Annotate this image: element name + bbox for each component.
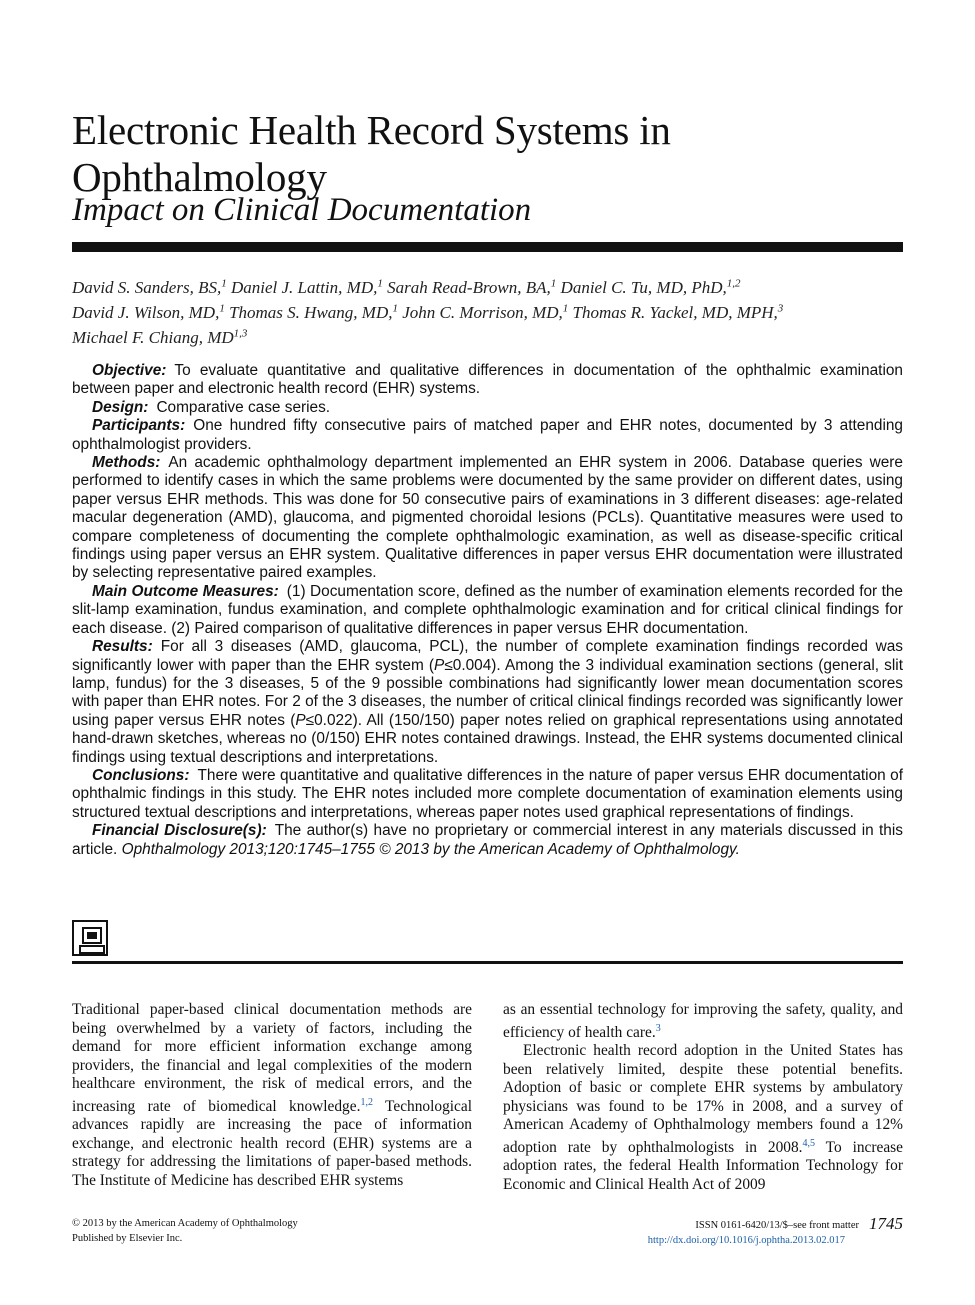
article-title: Electronic Health Record Systems in Ophthalmology (72, 107, 671, 201)
section-rule (72, 961, 903, 964)
reference-link[interactable]: 4,5 (802, 1137, 816, 1149)
author: Thomas R. Yackel, MD, MPH,$^3$ (572, 302, 784, 322)
body-column-right (503, 1001, 903, 1194)
reference-link[interactable]: 3 (655, 1022, 661, 1034)
abstract-participants: Participants: One hundred fifty consecutive pairs of matched paper and EHR notes, documented by 3 attending ophthalmologist providers. (72, 417, 903, 453)
doi-link[interactable]: http://dx.doi.org/10.1016/j.ophtha.2013.02.017 (647, 1235, 845, 1246)
abstract-conclusions: Conclusions: There were quantitative and qualitative differences in the nature of paper versus EHR documentation of ophthalmic findings in this study. The EHR notes included more complete documentation of examination elements using structured textual descriptions and interpretations, whereas paper notes used graphical representations of findings. (72, 766, 903, 821)
author: David S. Sanders, BS,$^1$ (72, 277, 227, 297)
author-list (72, 273, 903, 348)
author: Michael F. Chiang, MD$^{1,3}$ (72, 327, 248, 347)
abstract-methods: Methods: An academic ophthalmology department implemented an EHR system in 2006. Database queries were performed to identify cases in which the same problems were documented by the same provider on different dates, using paper versus EHR methods. This was done for 50 consecutive pairs of examinations in 3 different diseases: age-related macular degeneration (AMD), glaucoma, and pigmented choroidal lesions (PCLs). Quantitative measures were used to compare completeness of documenting the complete ophthalmologic examination, as well as disease-specific critical findings using paper versus an EHR system. Qualitative differences in paper versus EHR documentation were illustrated by selecting representative paired examples. (72, 454, 903, 582)
footer-issn (648, 1216, 903, 1248)
title-rule (72, 242, 903, 252)
issn-text: ISSN 0161-6420/13/$–see front matter (695, 1220, 859, 1231)
abstract-outcomes: Main Outcome Measures: (1) Documentation score, defined as the number of examination elements recorded for the slit-lamp examination, fundus examination, and complete ophthalmologic examination and for critical clinical findings for each disease. (2) Paired comparison of qualitative differences in paper versus EHR documentation. (72, 582, 903, 637)
abstract-disclosure: Financial Disclosure(s): The author(s) have no proprietary or commercial interest in any materials discussed in this article. Ophthalmology 2013;120:1745–1755 © 2013 by the American Academy of Ophthalmology. (72, 822, 903, 858)
body-paragraph: Traditional paper-based clinical documentation methods are being overwhelmed by a variety of factors, including the demand for more efficient information exchange among providers, the financial and legal complexities of the modern healthcare environment, the risk of medical errors, and the increasing rate of biomedical knowledge.$^{1,2}$ Technological advances rapidly are increasing the pace of information exchange, and electronic health record (EHR) systems are a strategy for addressing the limitations of paper-based methods. The Institute of Medicine has described EHR systems (72, 1001, 472, 1189)
author: Daniel J. Lattin, MD,$^1$ (230, 277, 383, 297)
author: Daniel C. Tu, MD, PhD,$^{1,2}$ (560, 277, 741, 297)
body-paragraph: as an essential technology for improving the safety, quality, and efficiency of health care.$^3$ (503, 1001, 903, 1041)
abstract-design: Design: Comparative case series. (92, 398, 331, 416)
abstract-results: Results: For all 3 diseases (AMD, glaucoma, PCL), the number of complete examination findings recorded was significantly lower with paper than the EHR system (P≤0.004). Among the 3 individual examination sections (general, slit lamp, fundus) for the 3 diseases, 5 of the 9 possible combinations had significantly lower mean documentation scores with paper than EHR notes. For 2 of the 3 diseases, the number of critical clinical findings recorded was significantly lower using paper versus EHR notes (P≤0.022). All (150/150) paper notes relied on graphical representations using annotated hand-drawn sketches, whereas no (0/150) EHR notes contained drawings. Instead, the EHR systems documented clinical findings using textual descriptions and interpretations. (72, 638, 903, 766)
journal-citation: Ophthalmology 2013;120:1745–1755 © 2013 by the American Academy of Ophthalmology. (121, 840, 740, 858)
computer-icon[interactable] (72, 920, 108, 956)
article-subtitle: Impact on Clinical Documentation (72, 192, 532, 228)
body-paragraph: Electronic health record adoption in the United States has been relatively limited, despite these potential benefits. Adoption of basic or complete EHR systems by ambulatory physicians was found to be 17% in 2008, and a survey of American Academy of Ophthalmology members found a 12% adoption rate by ophthalmologists in 2008.$^{4,5}$ To increase adoption rates, the federal Health Information Technology for Economic and Clinical Health Act of 2009 (503, 1042, 903, 1193)
body-column-left (72, 1001, 472, 1190)
author: Sarah Read-Brown, BA,$^1$ (387, 277, 557, 297)
author: John C. Morrison, MD,$^1$ (402, 302, 569, 322)
author: Thomas S. Hwang, MD,$^1$ (229, 302, 398, 322)
author: David J. Wilson, MD,$^1$ (72, 302, 225, 322)
abstract (72, 362, 903, 859)
abstract-objective: Objective: To evaluate quantitative and qualitative differences in documentation of the ophthalmic examination between paper and electronic health record (EHR) systems. (72, 362, 903, 398)
reference-link[interactable]: 1,2 (360, 1096, 373, 1108)
footer-copyright: © 2013 by the American Academy of Ophthalmology Published by Elsevier Inc. (72, 1218, 298, 1244)
page-number: 1745 (869, 1214, 903, 1233)
